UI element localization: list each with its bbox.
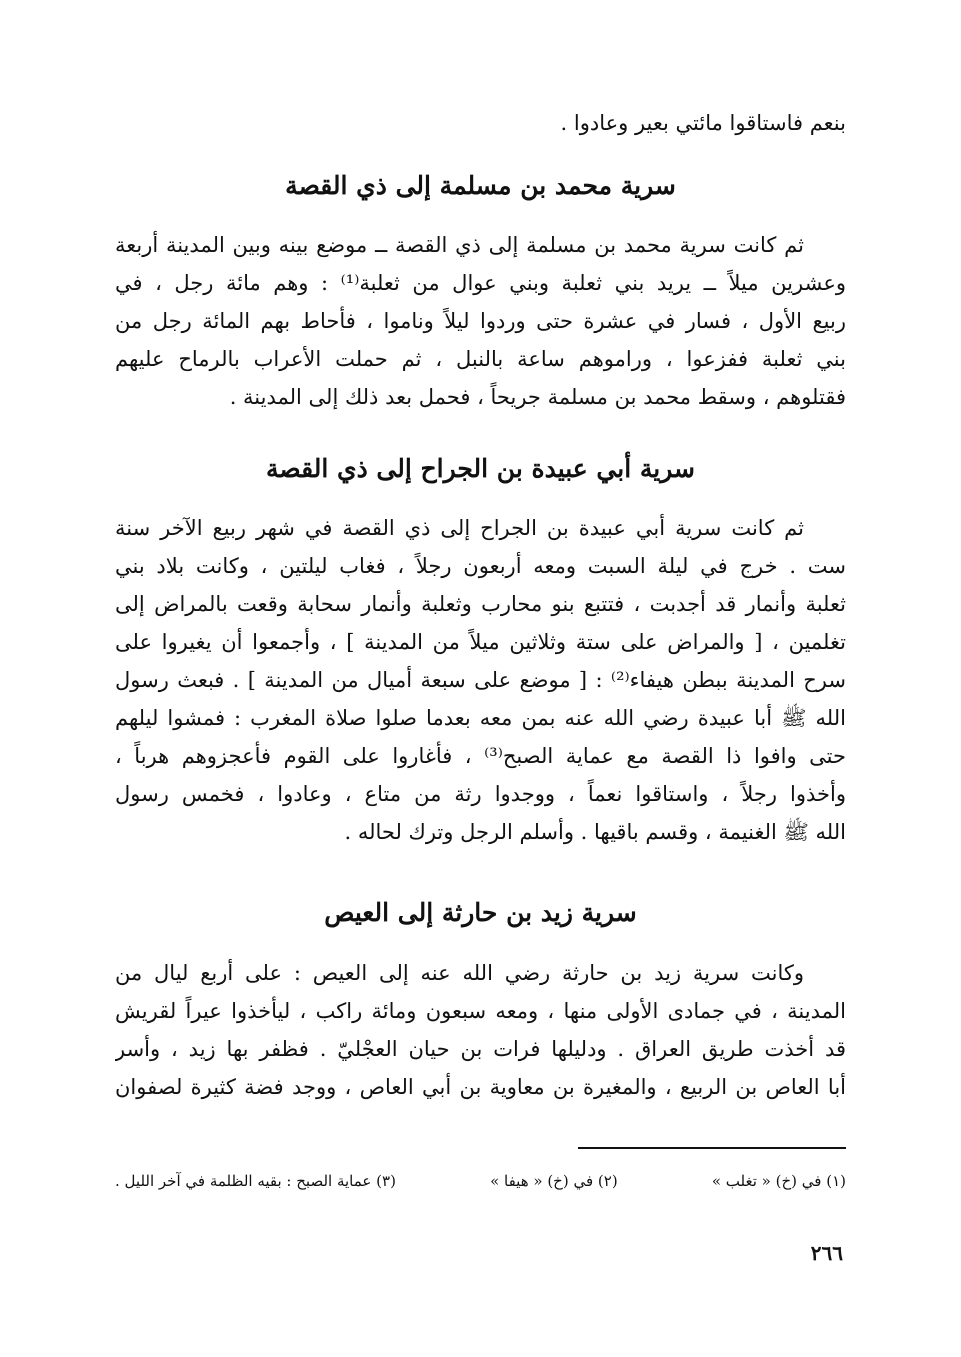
paragraph-line: المدينة ، في جمادى الأولى منها ، ومعه سبعون ومائة راكب ، ليأخذوا عيراً لقريش	[115, 999, 846, 1023]
paragraph-line: ثم كانت سرية محمد بن مسلمة إلى ذي القصة ــ موضع بينه وبين المدينة أربعة	[115, 233, 804, 257]
page-number: ٢٦٦	[810, 1241, 843, 1265]
paragraph-line: ست . خرج في ليلة السبت ومعه أربعون رجلاً ، فغاب ليلتين ، وكانت بلاد بني	[115, 554, 846, 578]
footnote-3: (٣) عماية الصبح : بقيه الظلمة في آخر الليل .	[115, 1172, 396, 1190]
paragraph-line: وأخذوا رجلاً ، واستاقوا نعماً ، ووجدوا رثة من متاع ، وعادوا ، فخمس رسول	[115, 782, 846, 806]
paragraph-line: بنعم فاستاقوا مائتي بعير وعادوا .	[560, 111, 846, 135]
paragraph-line: قد أخذت طريق العراق . ودليلها فرات بن حيان العجْليّ . فظفر بها زيد ، وأسر	[115, 1037, 846, 1061]
paragraph-line: وعشرين ميلاً ــ يريد بني ثعلبة وبني عوال من ثعلبة⁽¹⁾ : وهم مائة رجل ، في	[115, 271, 846, 295]
section-paragraph	[115, 509, 846, 851]
paragraph-line: أبا العاص بن الربيع ، والمغيرة بن معاوية بن أبي العاص ، ووجد فضة كثيرة لصفوان	[115, 1075, 846, 1099]
continuation-paragraph	[115, 104, 846, 142]
section-heading: سرية أبي عبيدة بن الجراح إلى ذي القصة	[266, 454, 695, 483]
paragraph-line: بني ثعلبة ففزعوا ، وراموهم ساعة بالنبل ، ثم حملت الأعراب بالرماح عليهم	[115, 347, 846, 371]
footnote-2: (٢) في (خ) « هيفا »	[490, 1172, 618, 1190]
section-heading: سرية زيد بن حارثة إلى العيص	[324, 898, 637, 927]
paragraph-line: فقتلوهم ، وسقط محمد بن مسلمة جريحاً ، فحمل بعد ذلك إلى المدينة .	[229, 385, 846, 409]
footnote-1: (١) في (خ) « تغلب »	[711, 1172, 846, 1190]
section-paragraph	[115, 954, 846, 1106]
footnotes	[115, 1166, 846, 1196]
paragraph-line: الله ﷺ الغنيمة ، وقسم باقيها . وأسلم الرجل وترك لحاله .	[344, 820, 846, 844]
paragraph-line: سرح المدينة ببطن هيفاء⁽²⁾ : [ موضع على سبعة أميال من المدينة ] . فبعث رسول	[115, 668, 846, 692]
paragraph-line: وكانت سرية زيد بن حارثة رضي الله عنه إلى العيص : على أربع ليال من	[115, 961, 804, 985]
paragraph-line: ربيع الأول ، فسار في عشرة حتى وردوا ليلاً وناموا ، فأحاط بهم المائة رجل من	[115, 309, 846, 333]
footnote-divider	[578, 1147, 846, 1149]
section-heading: سرية محمد بن مسلمة إلى ذي القصة	[285, 171, 676, 200]
paragraph-line: ثم كانت سرية أبي عبيدة بن الجراح إلى ذي القصة في شهر ربيع الآخر سنة	[115, 516, 804, 540]
paragraph-line: حتى وافوا ذا القصة مع عماية الصبح⁽³⁾ ، فأغاروا على القوم فأعجزوهم هرباً ،	[115, 744, 846, 768]
paragraph-line: الله ﷺ أبا عبيدة رضي الله عنه بمن معه بعدما صلوا صلاة المغرب : فمشوا ليلهم	[115, 706, 846, 730]
paragraph-line: ثعلبة وأنمار قد أجدبت ، فتتبع بنو محارب وثعلبة وأنمار سحابة وقعت بالمراض إلى	[115, 592, 846, 616]
paragraph-line: تغلمين ، [ والمراض على ستة وثلاثين ميلاً من المدينة ] ، وأجمعوا أن يغيروا على	[115, 630, 846, 654]
section-paragraph	[115, 226, 846, 416]
